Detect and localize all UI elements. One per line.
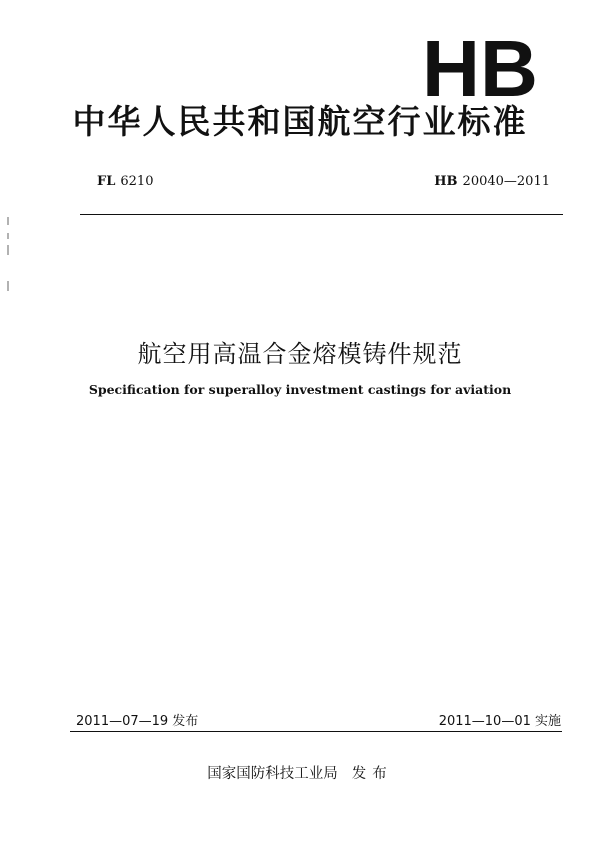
standard-number-prefix: HB [434, 174, 458, 189]
scan-margin-marks [6, 215, 10, 295]
standard-number [434, 174, 550, 189]
document-title-chinese: 航空用高温合金熔模铸件规范 [137, 340, 463, 368]
header-divider [80, 214, 563, 215]
standard-number-value: 20040—2011 [462, 174, 550, 189]
classification-code-value: 6210 [120, 174, 154, 189]
document-title-english: Specification for superalloy investment castings for aviation [88, 382, 512, 397]
issuer-name: 国家国防科技工业局 [207, 766, 338, 782]
issuing-authority [0, 762, 600, 783]
issuer-action: 发布 [351, 766, 393, 782]
hb-logo [420, 32, 540, 100]
classification-code-prefix: FL [97, 174, 116, 189]
footer-divider [70, 731, 562, 732]
standard-title: 中华人民共和国航空行业标准 [72, 102, 528, 141]
hb-logo-text: HB [422, 32, 538, 100]
issue-date: 2011—07—19 发布 [76, 714, 199, 729]
implementation-date: 2011—10—01 实施 [438, 714, 561, 729]
classification-code [97, 174, 153, 189]
